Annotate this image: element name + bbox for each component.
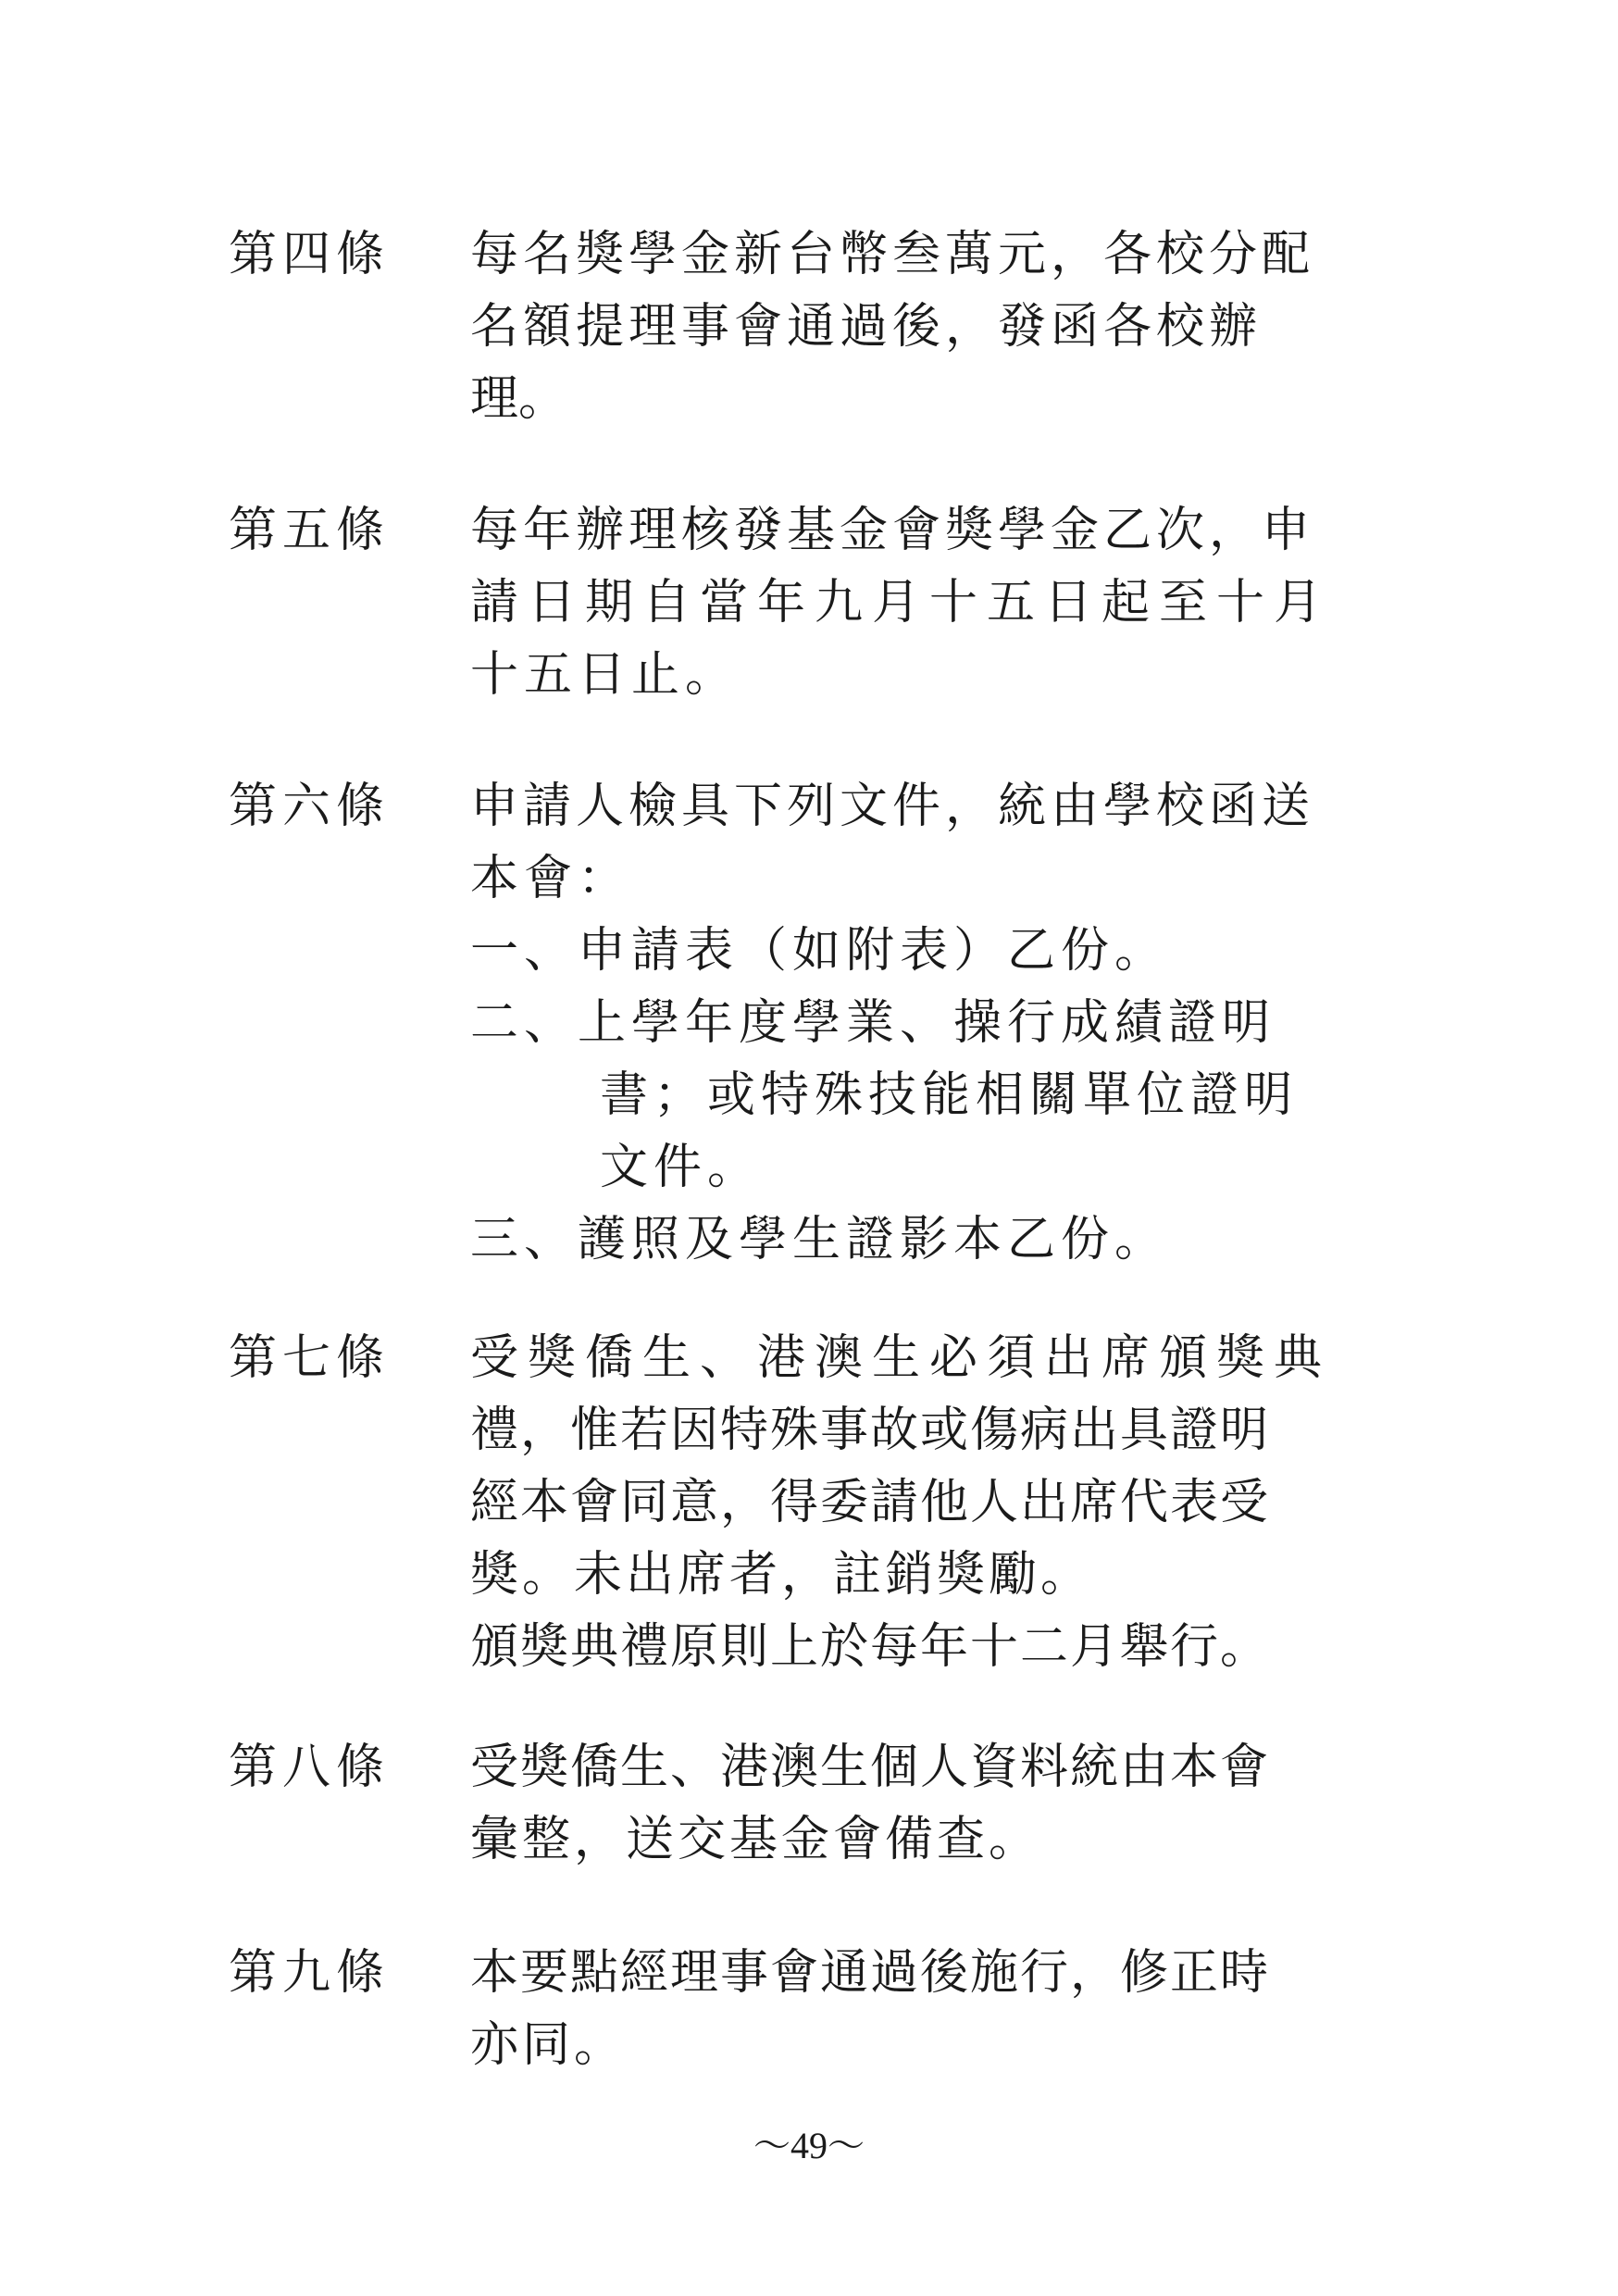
article-label: 第八條 bbox=[229, 1740, 391, 1795]
article-line: 亦同。 bbox=[470, 2017, 627, 2073]
article-line: 受獎僑生、港澳生必須出席頒獎典 bbox=[470, 1330, 1332, 1386]
list-item: 二、上學年度學業、操行成績證明 bbox=[470, 995, 1276, 1051]
article-line: 受獎僑生、港澳生個人資料統由本會 bbox=[470, 1740, 1271, 1795]
article-line: 本要點經理事會通過後施行，修正時 bbox=[470, 1945, 1271, 2001]
list-item-continuation: 書；或特殊技能相關單位證明 bbox=[600, 1067, 1299, 1123]
article-line: 申請人檢具下列文件，統由學校函送 bbox=[470, 779, 1315, 834]
article-line: 禮，惟若因特殊事故或傷病出具證明 bbox=[470, 1403, 1271, 1458]
article-label: 第九條 bbox=[229, 1945, 391, 2001]
article-line: 十五日止。 bbox=[470, 647, 740, 703]
article-line: 頒獎典禮原則上於每年十二月舉行。 bbox=[470, 1619, 1271, 1675]
article-line: 獎。未出席者，註銷獎勵。 bbox=[470, 1547, 1093, 1603]
article-line: 名額提理事會通過後，發函各校辦 bbox=[470, 299, 1263, 355]
list-item: 三、護照及學生證影本乙份。 bbox=[470, 1212, 1169, 1267]
article-line: 理。 bbox=[470, 371, 567, 427]
article-line: 彙整，送交基金會備查。 bbox=[470, 1812, 1041, 1867]
article-label: 第四條 bbox=[229, 227, 391, 282]
page-number: ～49～ bbox=[753, 2125, 865, 2166]
article-line: 每年辦理核發基金會獎學金乙次，申 bbox=[470, 503, 1315, 558]
article-line: 本會： bbox=[470, 851, 632, 906]
article-label: 第五條 bbox=[229, 503, 391, 558]
article-line: 經本會同意，得委請他人出席代表受 bbox=[470, 1475, 1271, 1530]
article-label: 第七條 bbox=[229, 1330, 391, 1386]
article-line: 請日期自當年九月十五日起至十月 bbox=[470, 575, 1332, 630]
article-label: 第六條 bbox=[229, 779, 391, 834]
list-item: 一、申請表（如附表）乙份。 bbox=[470, 923, 1169, 979]
article-line: 每名獎學金新台幣叁萬元，各校分配 bbox=[470, 227, 1315, 282]
list-item-continuation: 文件。 bbox=[600, 1140, 762, 1195]
